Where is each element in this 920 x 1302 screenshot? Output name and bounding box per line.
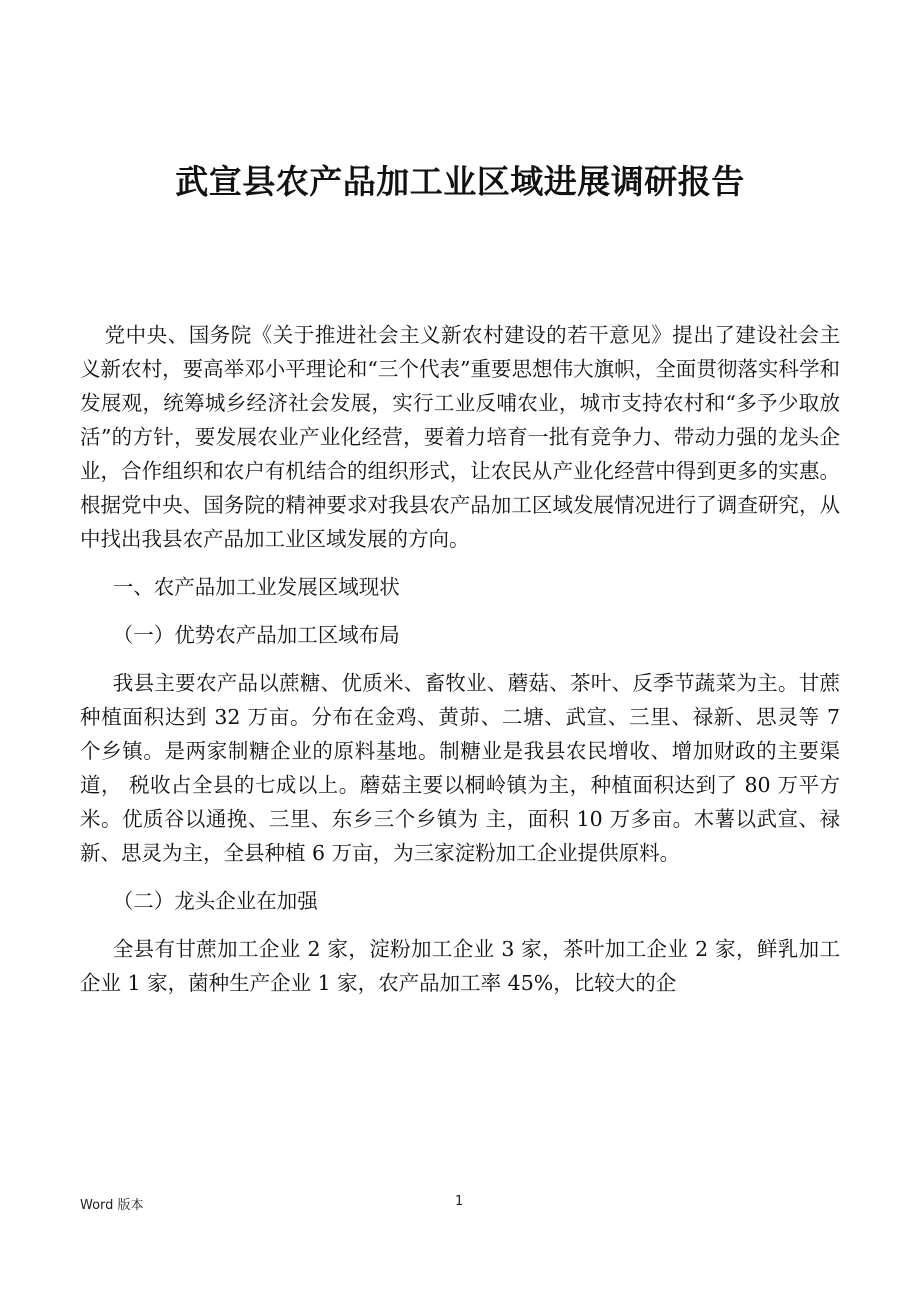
paragraph-intro: 党中央、国务院《关于推进社会主义新农村建设的若干意见》提出了建设社会主义新农村，要高举邓小平理论和“三个代表”重要思想伟大旗帜，全面贯彻落实科学和发展观，统筹城乡经济社会发展，实行工业反哺农业，城市支持农村和“多予少取放活”的方针，要发展农业产业化经营，要着力培育一批有竞争力、带动力强的龙头企业，合作组织和农户有机结合的组织形式，让农民从产业化经营中得到更多的实惠。根据党中央、国务院的精神要求对我县农产品加工区域发展情况进行了调查研究，从中找出我县农产品加工业区域发展的方向。: [80, 323, 840, 551]
heading-section-1: 一、农产品加工业发展区域现状: [112, 575, 400, 599]
paragraph-enterprises: 全县有甘蔗加工企业 2 家，淀粉加工企业 3 家，茶叶加工企业 2 家，鲜乳加工企业 1 家，菌种生产企业 1 家，农产品加工率 45%，比较大的企: [80, 937, 840, 995]
page-title: 武宣县农产品加工业区域进展调研报告: [175, 162, 745, 202]
footer-page-number: 1: [455, 1194, 464, 1209]
heading-subsection-1: （一）优势农产品加工区域布局: [112, 623, 400, 647]
document-body: [80, 318, 840, 1014]
footer-version-label: Word 版本: [80, 1198, 144, 1213]
paragraph-layout: 我县主要农产品以蔗糖、优质米、畜牧业、蘑菇、茶叶、反季节蔬菜为主。甘蔗种植面积达到 32 万亩。分布在金鸡、黄茆、二塘、武宣、三里、禄新、思灵等 7 个乡镇。是两家制糖企业的原料基地。制糖业是我县农民增收、增加财政的主要渠道， 税收占全县的七成以上。蘑菇主要以桐岭镇为主，种植面积达到了 80 万平方米。优质谷以通挽、三里、东乡三个乡镇为 主，面积 10 万多亩。木薯以武宣、禄新、思灵为主，全县种植 6 万亩，为三家淀粉加工企业提供原料。: [80, 671, 840, 865]
heading-subsection-2: （二）龙头企业在加强: [112, 889, 318, 913]
